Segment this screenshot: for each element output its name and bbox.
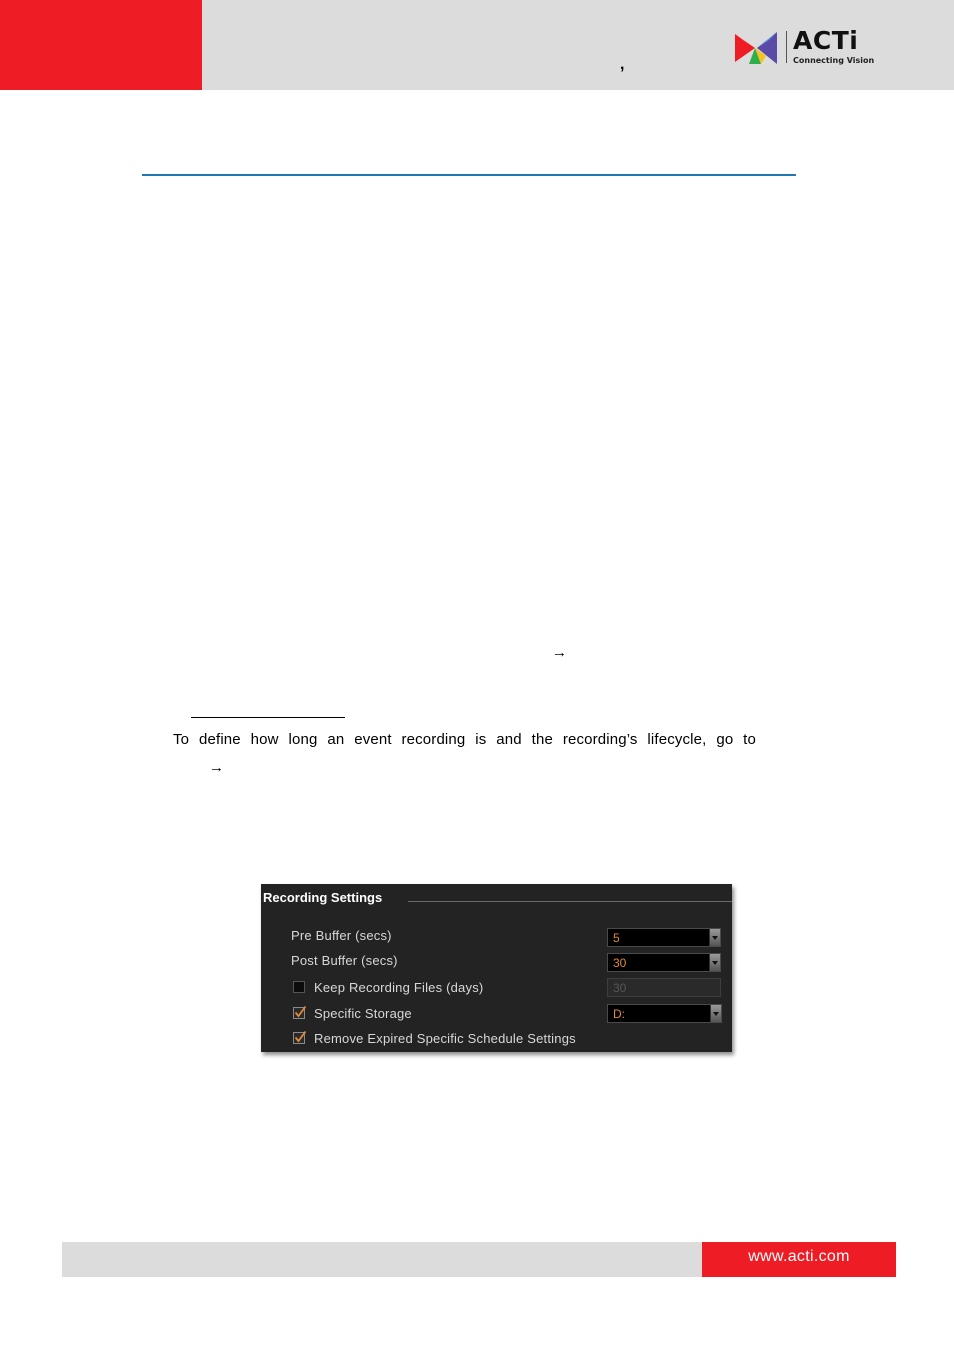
subsection-underline — [191, 717, 345, 718]
post-buffer-label: Post Buffer (secs) — [291, 953, 398, 968]
menu-path-arrow: → — [209, 759, 224, 776]
logo-wordmark: ACTi — [793, 26, 859, 55]
acti-logo — [733, 28, 873, 68]
section-title-rule — [142, 174, 796, 176]
post-buffer-value: 30 — [613, 956, 627, 970]
remove-expired-checkbox[interactable] — [293, 1032, 305, 1044]
post-buffer-select[interactable] — [607, 953, 721, 972]
checkmark-icon — [293, 1030, 307, 1044]
butterfly-logo-icon — [733, 30, 779, 66]
chevron-down-icon[interactable] — [709, 954, 720, 971]
remove-expired-label: Remove Expired Specific Schedule Settings — [314, 1031, 576, 1046]
header-red-block — [0, 0, 202, 90]
keep-recording-files-checkbox[interactable] — [293, 981, 305, 993]
recording-settings-panel — [261, 884, 732, 1052]
logo-divider — [786, 31, 787, 63]
logo-tagline: Connecting Vision — [793, 56, 875, 65]
chevron-down-icon[interactable] — [710, 1005, 721, 1022]
header-comma: , — [620, 56, 625, 73]
pre-buffer-label: Pre Buffer (secs) — [291, 928, 392, 943]
panel-title: Recording Settings — [263, 890, 383, 905]
body-paragraph: To define how long an event recording is and the recording’s lifecycle, go to — [173, 731, 756, 748]
chevron-down-icon[interactable] — [709, 929, 720, 946]
pre-buffer-select[interactable] — [607, 928, 721, 947]
specific-storage-value: D: — [613, 1007, 625, 1021]
specific-storage-label: Specific Storage — [314, 1006, 412, 1021]
panel-title-rule — [408, 901, 732, 902]
menu-path-arrow: → — [552, 644, 567, 661]
specific-storage-select[interactable] — [607, 1004, 722, 1023]
keep-recording-days-input[interactable] — [607, 978, 721, 997]
keep-recording-days-value: 30 — [613, 981, 627, 995]
pre-buffer-value: 5 — [613, 931, 620, 945]
keep-recording-files-label: Keep Recording Files (days) — [314, 980, 484, 995]
specific-storage-checkbox[interactable] — [293, 1007, 305, 1019]
footer-website-link[interactable]: www.acti.com — [748, 1248, 850, 1265]
checkmark-icon — [293, 1005, 307, 1019]
